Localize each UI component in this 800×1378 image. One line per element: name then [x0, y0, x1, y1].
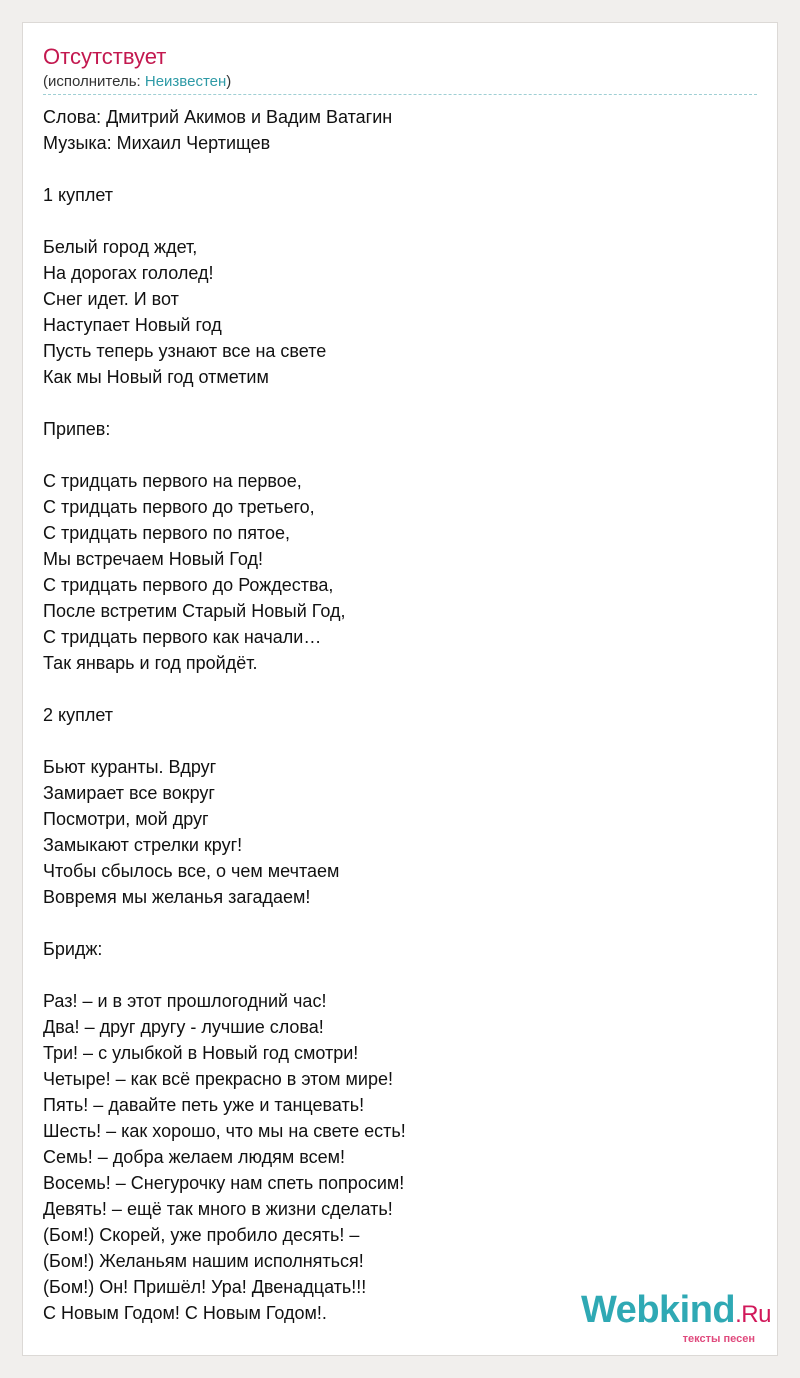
song-title: Отсутствует [43, 44, 167, 69]
lyric-line: С тридцать первого до третьего, [43, 497, 315, 517]
header-divider [43, 94, 757, 95]
lyric-line [43, 208, 757, 234]
lyric-line: Чтобы сбылось все, о чем мечтаем [43, 861, 340, 881]
lyric-line: Пять! – давайте петь уже и танцевать! [43, 1095, 365, 1115]
lyric-line: Музыка: Михаил Чертищев [43, 133, 271, 153]
lyric-line: Мы встречаем Новый Год! [43, 549, 263, 569]
logo-tagline: тексты песен [682, 1333, 755, 1345]
lyric-line: Вовремя мы желанья загадаем! [43, 887, 311, 907]
lyric-line: С тридцать первого как начали… [43, 627, 322, 647]
lyric-line [43, 962, 757, 988]
lyric-line: Восемь! – Снегурочку нам спеть попросим! [43, 1173, 405, 1193]
lyric-line: Два! – друг другу - лучшие слова! [43, 1017, 324, 1037]
lyric-line [43, 910, 757, 936]
lyric-line: 1 куплет [43, 185, 113, 205]
lyric-line: Замыкают стрелки круг! [43, 835, 243, 855]
lyric-line: Посмотри, мой друг [43, 809, 209, 829]
artist-prefix: (исполнитель: [43, 73, 145, 90]
lyric-line [43, 728, 757, 754]
lyric-line: Припев: [43, 419, 111, 439]
lyric-line [43, 442, 757, 468]
lyric-line: Бридж: [43, 939, 103, 959]
lyric-line: С тридцать первого по пятое, [43, 523, 290, 543]
artist-link[interactable]: Неизвестен [144, 73, 227, 90]
artist-line [43, 72, 231, 92]
lyric-line: Как мы Новый год отметим [43, 367, 269, 387]
lyric-line: Девять! – ещё так много в жизни сделать! [43, 1199, 393, 1219]
lyric-line: Снег идет. И вот [43, 289, 179, 309]
lyrics-text [43, 104, 757, 1326]
lyric-line: Бьют куранты. Вдруг [43, 757, 217, 777]
lyric-line: Наступает Новый год [43, 315, 222, 335]
lyric-line: Замирает все вокруг [43, 783, 215, 803]
lyric-line: Белый город ждет, [43, 237, 198, 257]
lyric-line: С тридцать первого до Рождества, [43, 575, 334, 595]
lyric-line: (Бом!) Он! Пришёл! Ура! Двенадцать!!! [43, 1277, 367, 1297]
logo-main-text: Webkind [581, 1289, 736, 1331]
logo-tld: .Ru [735, 1301, 771, 1328]
lyric-line: С тридцать первого на первое, [43, 471, 302, 491]
lyric-line: (Бом!) Скорей, уже пробило десять! – [43, 1225, 360, 1245]
lyric-line: 2 куплет [43, 705, 113, 725]
lyric-line: Три! – с улыбкой в Новый год смотри! [43, 1043, 359, 1063]
site-logo[interactable] [581, 1289, 771, 1345]
logo-wordmark [581, 1289, 771, 1333]
artist-suffix: ) [226, 73, 232, 90]
lyrics-card [22, 22, 778, 1356]
lyric-line: На дорогах гололед! [43, 263, 214, 283]
lyric-line: Так январь и год пройдёт. [43, 653, 258, 673]
lyric-line: Шесть! – как хорошо, что мы на свете есть! [43, 1121, 406, 1141]
lyric-line: Раз! – и в этот прошлогодний час! [43, 991, 327, 1011]
lyric-line: (Бом!) Желаньям нашим исполняться! [43, 1251, 364, 1271]
lyric-line: С Новым Годом! С Новым Годом!. [43, 1303, 327, 1323]
lyric-line [43, 156, 757, 182]
lyric-line: Семь! – добра желаем людям всем! [43, 1147, 345, 1167]
lyric-line: Слова: Дмитрий Акимов и Вадим Ватагин [43, 107, 393, 127]
lyric-line: Пусть теперь узнают все на свете [43, 341, 327, 361]
lyric-line: После встретим Старый Новый Год, [43, 601, 346, 621]
lyric-line [43, 390, 757, 416]
lyric-line: Четыре! – как всё прекрасно в этом мире! [43, 1069, 394, 1089]
lyric-line [43, 676, 757, 702]
